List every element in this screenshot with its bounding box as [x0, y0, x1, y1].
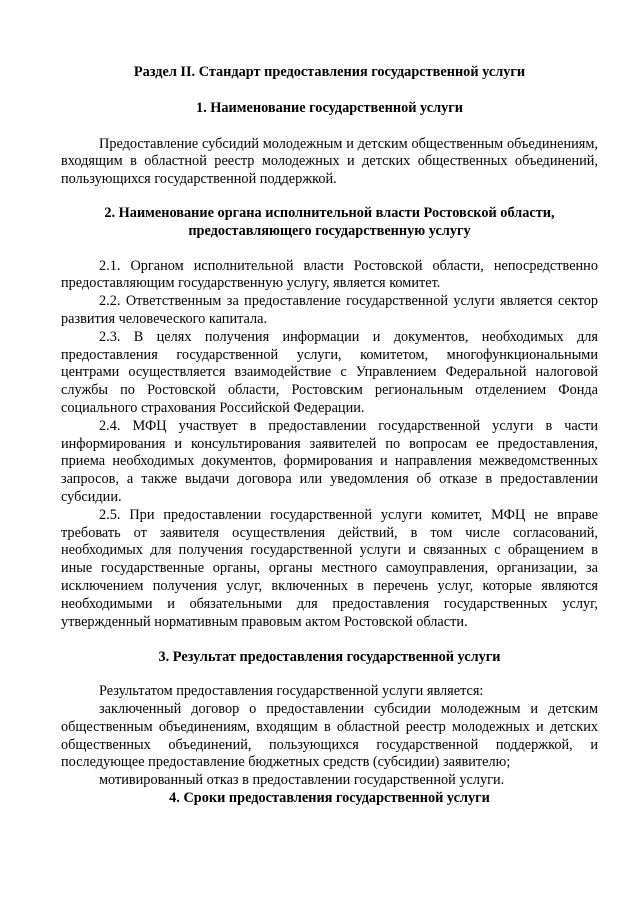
paragraph-2-1: 2.1. Органом исполнительной власти Ростовской области, непосредственно предоставляющим государственную услугу, является комитет.: [61, 257, 598, 292]
paragraph-3-2: заключенный договор о предоставлении субсидии молодежным и детским общественным объединениям, входящим в областной реестр молодежных и детских общественных объединений, пользующихся государственной поддержкой, и последующее предоставление бюджетных средств (субсидии) заявителю;: [61, 700, 598, 771]
heading-4: 4. Сроки предоставления государственной услуги: [169, 789, 490, 806]
heading-2-line-1: 2. Наименование органа исполнительной власти Ростовской области,: [104, 204, 555, 221]
paragraph-1: Предоставление субсидий молодежным и детским общественным объединениям, входящим в областной реестр молодежных и детских общественных объединений, пользующихся государственной поддержкой.: [61, 135, 598, 188]
paragraph-2-3: 2.3. В целях получения информации и документов, необходимых для предоставления государственной услуги, комитетом, многофункциональными центрами осуществляется взаимодействие с Управлением Федеральной налоговой службы по Ростовской области, Ростовским региональным отделением Фонда социального страхования Российской Федерации.: [61, 328, 598, 416]
paragraph-3-1: Результатом предоставления государственной услуги является:: [99, 683, 484, 700]
paragraph-3-3: мотивированный отказ в предоставлении государственной услуги.: [99, 772, 505, 789]
paragraph-2-4: 2.4. МФЦ участвует в предоставлении государственной услуги в части информирования и консультирования заявителей по вопросам ее предоставления, приема необходимых документов, формирования и направления межведомственных запросов, а также выдачи договора или уведомления об отказе в предоставлении субсидии.: [61, 417, 598, 505]
paragraph-2-5: 2.5. При предоставлении государственной услуги комитет, МФЦ не вправе требовать от заявителя осуществления действий, в том числе согласований, необходимых для получения государственной услуги и связанных с обращением в иные государственные органы, органы местного самоуправления, организации, за исключением получения услуг, включенных в перечень услуг, которые являются необходимыми и обязательными для предоставления государственных услуг, утвержденный нормативным правовым актом Ростовской области.: [61, 506, 598, 630]
heading-2-line-2: предоставляющего государственную услугу: [188, 222, 471, 239]
heading-3: 3. Результат предоставления государственной услуги: [158, 649, 501, 666]
heading-1: 1. Наименование государственной услуги: [195, 99, 464, 116]
document-page: [61, 64, 598, 808]
paragraph-2-2: 2.2. Ответственным за предоставление государственной услуги является сектор развития человеческого капитала.: [61, 293, 598, 327]
section-title: Раздел II. Стандарт предоставления государственной услуги: [133, 64, 526, 80]
